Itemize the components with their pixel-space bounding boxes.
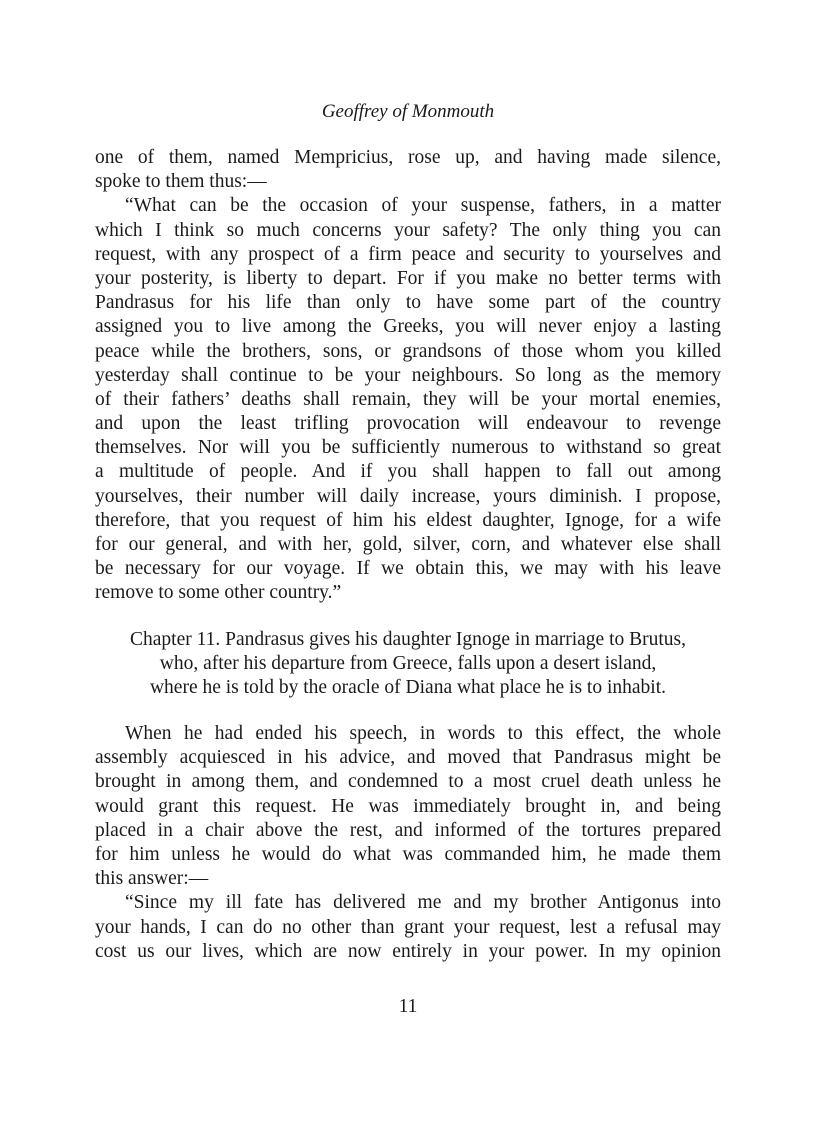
- text-line: would grant this request. He was immediately brought in, and being: [95, 795, 721, 817]
- chapter-heading-line: Chapter 11. Pandrasus gives his daughter Ignoge in marriage to Brutus,: [130, 629, 686, 650]
- text-line: therefore, that you request of him his eldest daughter, Ignoge, for a wife: [95, 509, 721, 531]
- chapter-heading: [0, 628, 816, 700]
- text-line: “What can be the occasion of your suspense, fathers, in a matter: [125, 195, 721, 217]
- text-line: remove to some other country.”: [95, 582, 342, 604]
- chapter-heading-line: where he is told by the oracle of Diana what place he is to inhabit.: [149, 677, 667, 698]
- text-line: of their fathers’ deaths shall remain, they will be your mortal enemies,: [95, 388, 721, 410]
- text-line: and upon the least trifling provocation will endeavour to revenge: [95, 413, 721, 435]
- text-line: themselves. Nor will you be sufficiently numerous to withstand so great: [95, 437, 721, 459]
- running-header: Geoffrey of Monmouth: [321, 101, 495, 122]
- text-line: assembly acquiesced in his advice, and moved that Pandrasus might be: [95, 747, 721, 769]
- text-line: assigned you to live among the Greeks, you will never enjoy a lasting: [95, 316, 721, 338]
- text-line: yourselves, their number will daily increase, yours diminish. I propose,: [95, 485, 721, 507]
- text-line: brought in among them, and condemned to a most cruel death unless he: [95, 771, 721, 793]
- paragraph-block-1: [95, 146, 721, 606]
- text-line: for him unless he would do what was commanded him, he made them: [95, 843, 721, 865]
- paragraph-block-2: [95, 722, 721, 964]
- page-number: 11: [398, 996, 418, 1017]
- text-line: When he had ended his speech, in words to this effect, the whole: [125, 723, 721, 744]
- text-line: request, with any prospect of a firm peace and security to yourselves and: [95, 243, 721, 265]
- text-line: cost us our lives, which are now entirely in your power. In my opinion: [95, 940, 721, 962]
- text-line: this answer:—: [95, 868, 209, 890]
- text-line: your hands, I can do no other than grant your request, lest a refusal may: [95, 916, 721, 938]
- text-line: be necessary for our voyage. If we obtain this, we may with his leave: [95, 558, 721, 580]
- text-line: placed in a chair above the rest, and informed of the tortures prepared: [95, 819, 721, 841]
- text-line: yesterday shall continue to be your neighbours. So long as the memory: [95, 364, 721, 386]
- chapter-heading-line: who, after his departure from Greece, falls upon a desert island,: [159, 653, 657, 674]
- text-line: a multitude of people. And if you shall happen to fall out among: [95, 461, 721, 483]
- text-line: “Since my ill fate has delivered me and my brother Antigonus into: [125, 892, 721, 914]
- text-line: which I think so much concerns your safety? The only thing you can: [95, 219, 721, 241]
- text-line: Pandrasus for his life than only to have some part of the country: [95, 292, 721, 314]
- text-line: spoke to them thus:—: [95, 171, 267, 193]
- text-line: your posterity, is liberty to depart. For if you make no better terms with: [95, 267, 721, 289]
- text-line: one of them, named Mempricius, rose up, and having made silence,: [95, 147, 721, 168]
- text-line: for our general, and with her, gold, silver, corn, and whatever else shall: [95, 534, 721, 555]
- text-line: peace while the brothers, sons, or grandsons of those whom you killed: [95, 340, 721, 362]
